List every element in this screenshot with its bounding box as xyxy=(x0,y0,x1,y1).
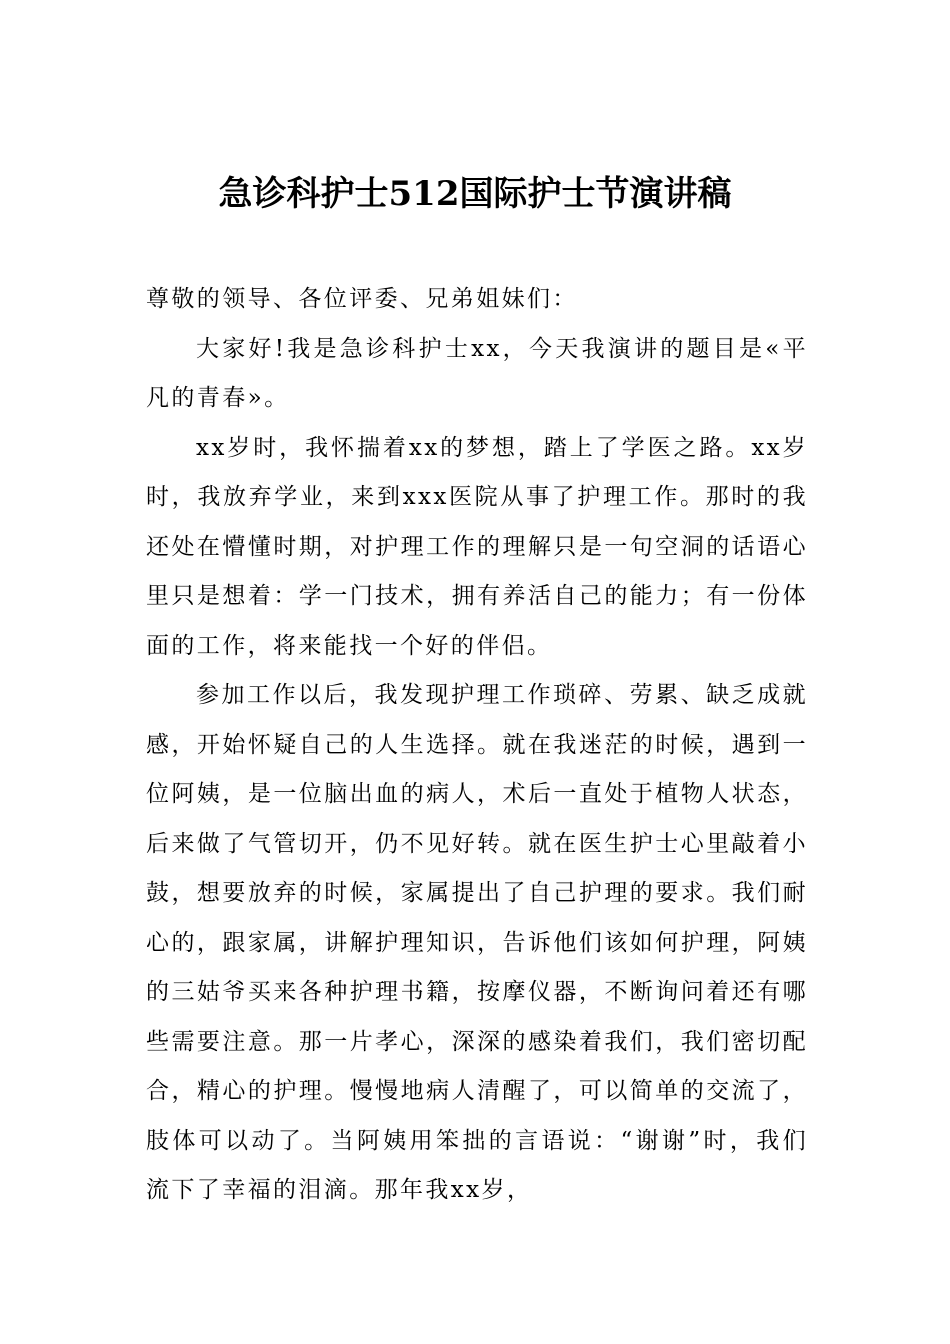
document-body xyxy=(146,275,808,1216)
salutation: 尊敬的领导、各位评委、兄弟姐妹们： xyxy=(146,286,578,312)
paragraph-3: 参加工作以后，我发现护理工作琐碎、劳累、缺乏成就感，开始怀疑自己的人生选择。就在我迷茫的时候，遇到一位阿姨，是一位脑出血的病人，术后一直处于植物人状态，后来做了气管切开，仍不见好转。就在医生护士心里敲着小鼓，想要放弃的时候，家属提出了自己护理的要求。我们耐心的，跟家属，讲解护理知识，告诉他们该如何护理，阿姨的三姑爷买来各种护理书籍，按摩仪器，不断询问着还有哪些需要注意。那一片孝心，深深的感染着我们，我们密切配合，精心的护理。慢慢地病人清醒了，可以简单的交流了，肢体可以动了。当阿姨用笨拙的言语说：“谢谢”时，我们流下了幸福的泪滴。那年我xx岁， xyxy=(146,682,808,1203)
document-title: 急诊科护士512国际护士节演讲稿 xyxy=(218,174,732,214)
paragraph-2: xx岁时，我怀揣着xx的梦想，踏上了学医之路。xx岁时，我放弃学业，来到xxx医院从事了护理工作。那时的我还处在懵懂时期，对护理工作的理解只是一句空洞的话语心里只是想着：学一门技术，拥有养活自己的能力；有一份体面的工作，将来能找一个好的伴侣。 xyxy=(146,434,808,659)
paragraph-1: 大家好!我是急诊科护士xx，今天我演讲的题目是«平凡的青春»。 xyxy=(146,335,808,411)
